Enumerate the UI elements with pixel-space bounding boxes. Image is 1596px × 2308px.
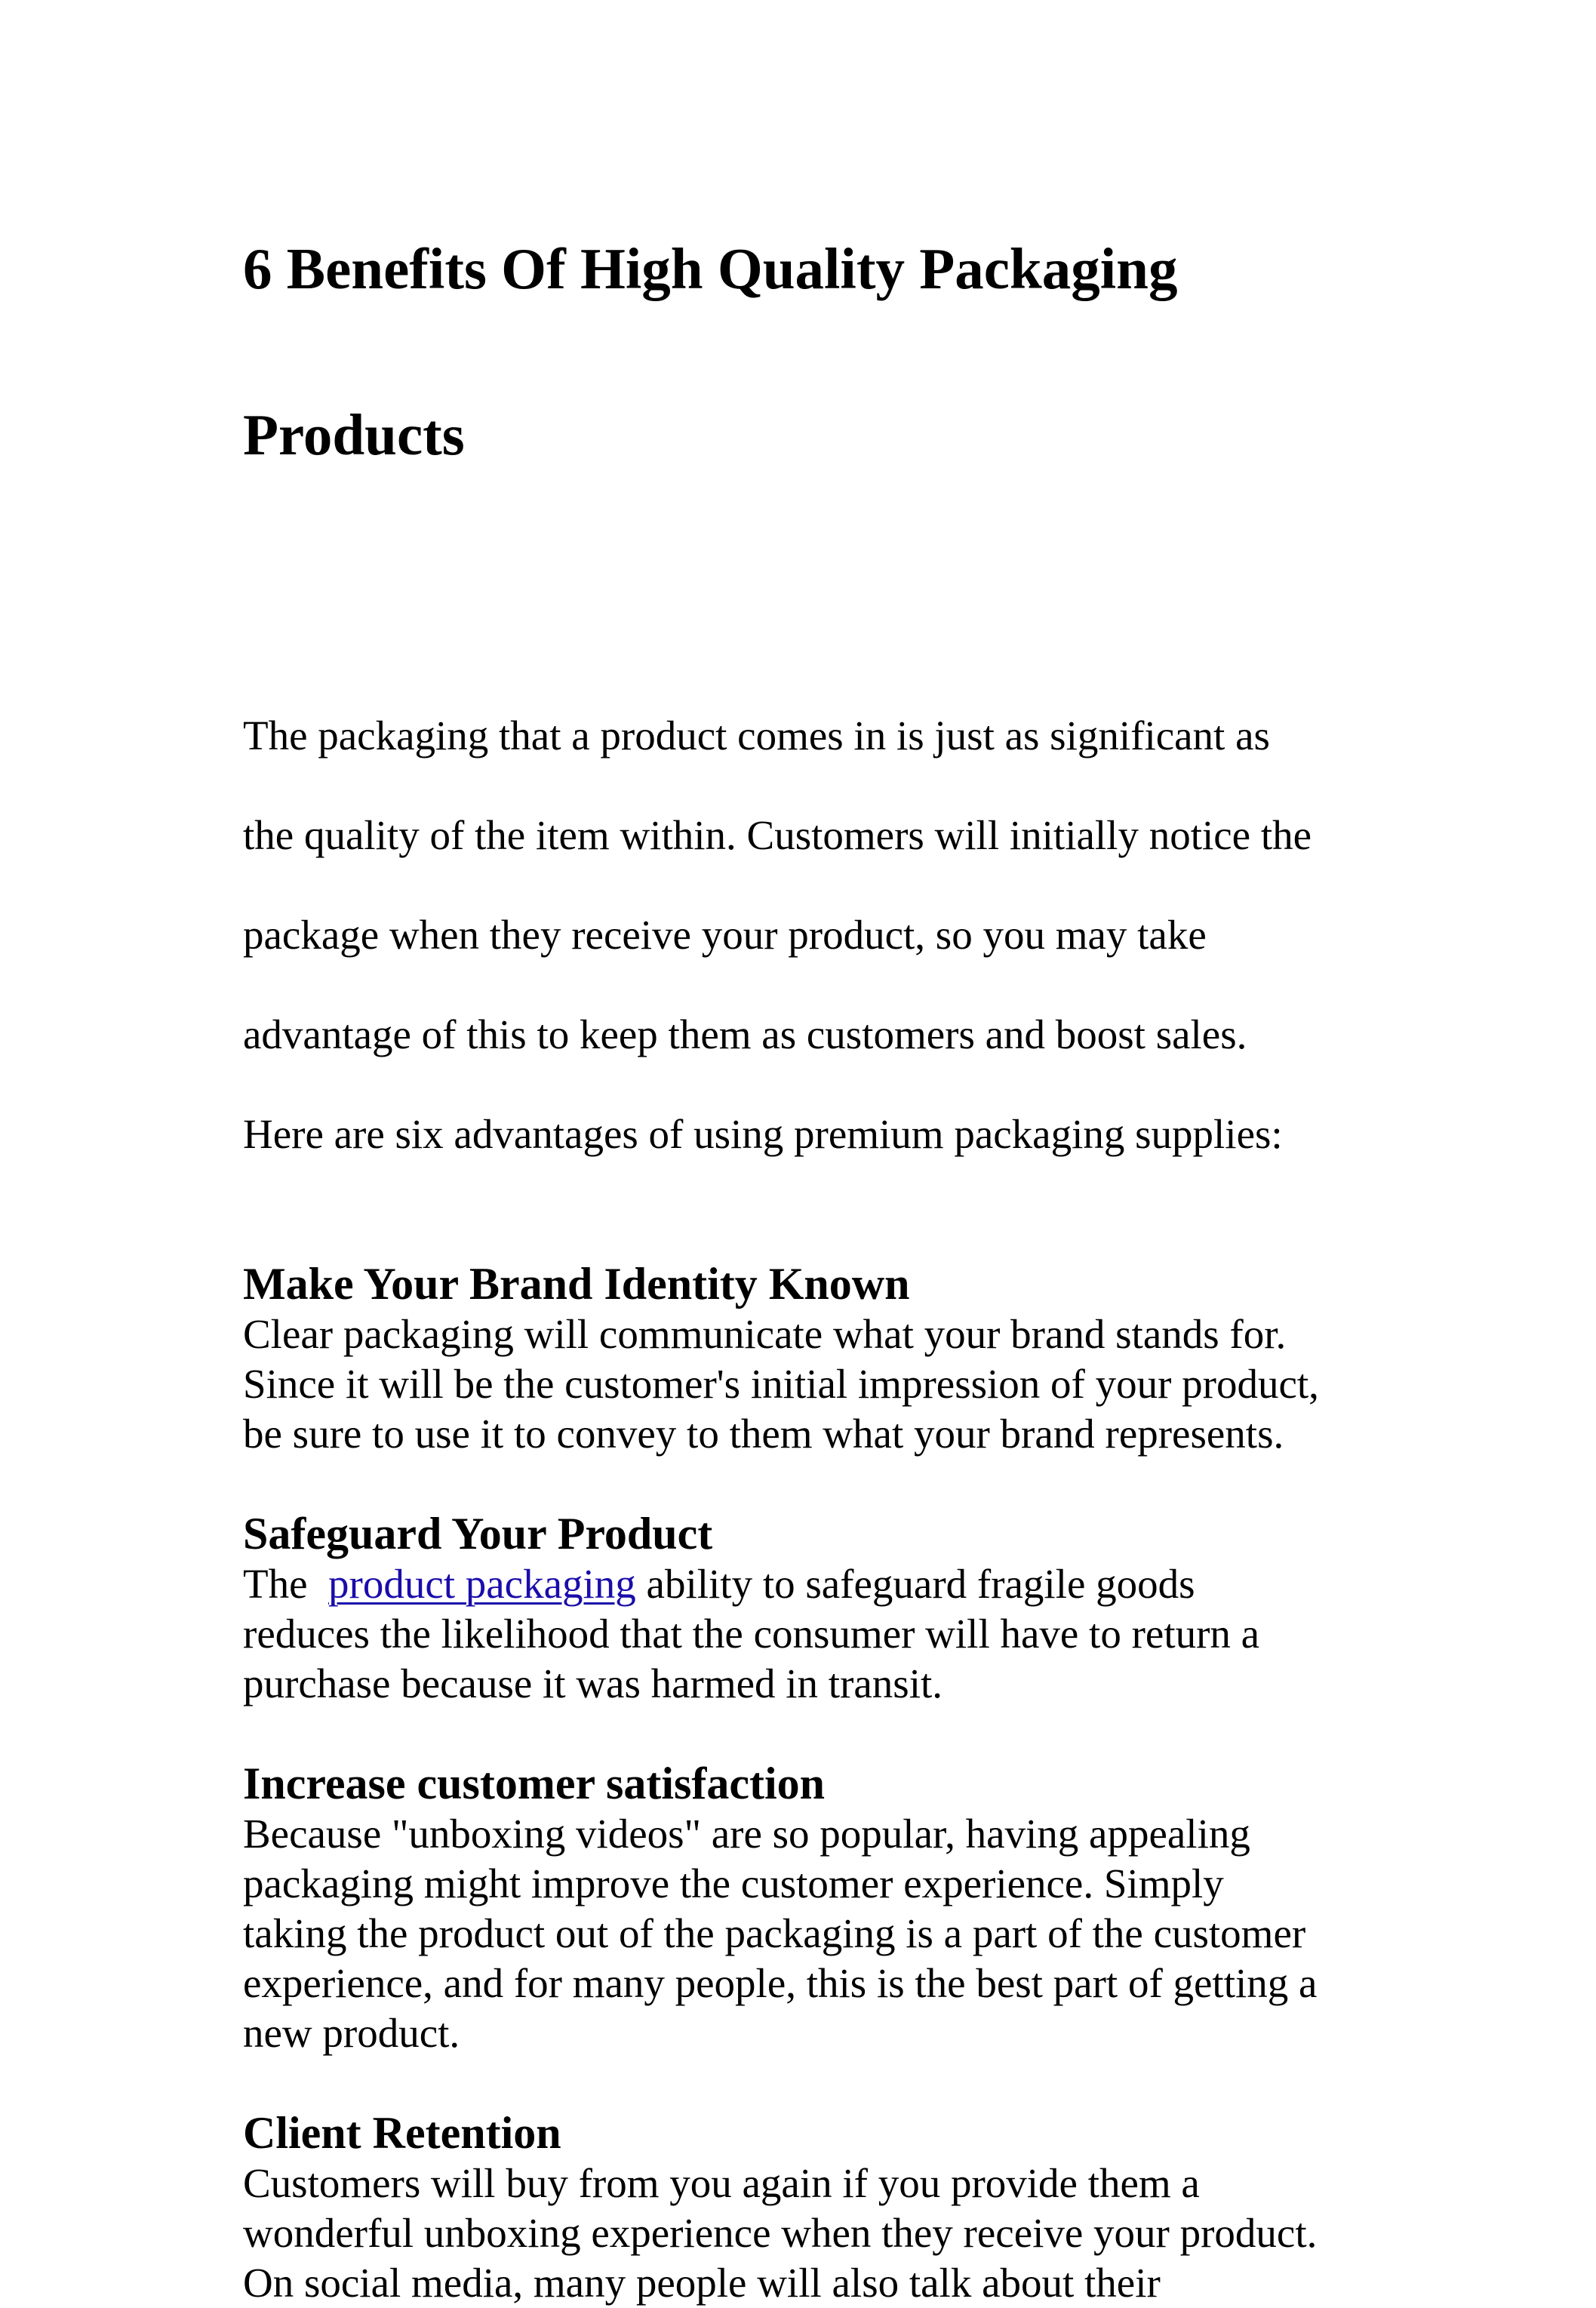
section-safeguard-product — [243, 1509, 1375, 1709]
paragraph-line: purchase because it was harmed in transit. — [243, 1660, 943, 1706]
section-heading: Client Retention — [243, 2108, 561, 2158]
line-prefix: The — [243, 1561, 318, 1607]
section-paragraph — [243, 1809, 1375, 2058]
paragraph-line: Since it will be the customer's initial impression of your product, — [243, 1361, 1319, 1407]
intro-paragraph — [243, 661, 1375, 1209]
section-brand-identity — [243, 1259, 1375, 1459]
paragraph-line: Customers will buy from you again if you provide them a — [243, 2160, 1200, 2206]
paragraph-line: wonderful unboxing experience when they receive your product. — [243, 2210, 1318, 2256]
paragraph-line: reduces the likelihood that the consumer will have to return a — [243, 1611, 1260, 1657]
section-paragraph — [243, 2159, 1375, 2308]
paragraph-line: new product. — [243, 2010, 460, 2056]
line-suffix: ability to safeguard fragile goods — [635, 1561, 1195, 1607]
paragraph-line: Because "unboxing videos" are so popular, having appealing — [243, 1811, 1250, 1857]
intro-line: Here are six advantages of using premium packaging supplies: — [243, 1111, 1283, 1157]
paragraph-line — [243, 1559, 1375, 1609]
section-heading: Increase customer satisfaction — [243, 1759, 825, 1808]
paragraph-line: be sure to use it to convey to them what your brand represents. — [243, 1411, 1284, 1457]
paragraph-line: experience, and for many people, this is the best part of getting a — [243, 1960, 1318, 2006]
section-paragraph — [243, 1559, 1375, 1709]
section-client-retention — [243, 2108, 1375, 2308]
paragraph-line: packaging might improve the customer experience. Simply — [243, 1860, 1224, 1906]
intro-line: package when they receive your product, so you may take — [243, 912, 1207, 958]
section-customer-satisfaction — [243, 1759, 1375, 2058]
paragraph-line: On social media, many people will also talk about their — [243, 2260, 1161, 2306]
intro-line: advantage of this to keep them as customers and boost sales. — [243, 1011, 1247, 1057]
document-title-line-1: 6 Benefits Of High Quality Packaging — [243, 236, 1178, 301]
intro-line: the quality of the item within. Customers will initially notice the — [243, 812, 1312, 858]
paragraph-line: taking the product out of the packaging is a part of the customer — [243, 1910, 1306, 1956]
intro-line: The packaging that a product comes in is just as significant as — [243, 712, 1270, 759]
document-title-line-2: Products — [243, 402, 465, 467]
section-heading: Safeguard Your Product — [243, 1509, 713, 1559]
section-paragraph — [243, 1309, 1375, 1459]
product-packaging-link[interactable]: product packaging — [328, 1561, 636, 1607]
paragraph-line: Clear packaging will communicate what your brand stands for. — [243, 1311, 1287, 1357]
section-heading: Make Your Brand Identity Known — [243, 1259, 910, 1309]
document-body — [243, 661, 1375, 2308]
